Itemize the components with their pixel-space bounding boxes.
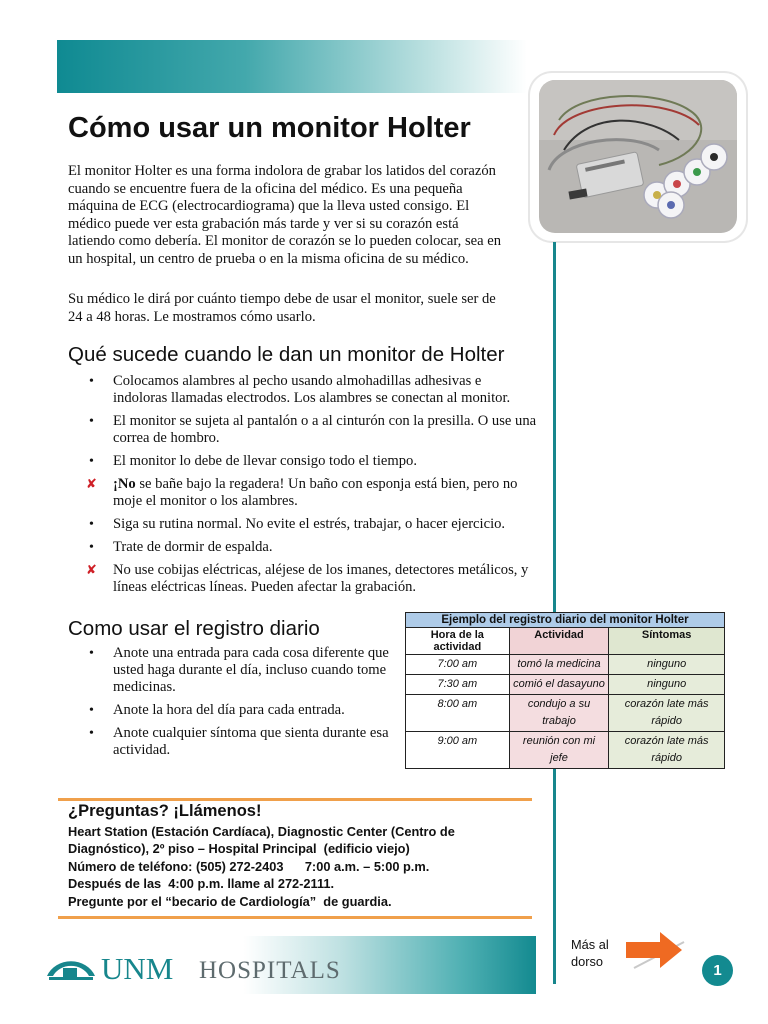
bullet-icon: • <box>89 726 94 741</box>
section-heading-holter: Qué sucede cuando le dan un monitor de Holter <box>68 343 505 366</box>
bullet-icon: • <box>89 374 94 389</box>
bullet-icon: • <box>89 703 94 718</box>
contact-line: Diagnóstico), 2º piso – Hospital Principal (edificio viejo) <box>68 841 410 857</box>
list-item: ✘ ¡No se bañe bajo la regadera! Un baño con esponja está bien, pero no moje el monitor o los alambres. <box>86 476 518 509</box>
contact-line: Número de teléfono: (505) 272-2403 7:00 a.m. – 5:00 p.m. <box>68 858 430 874</box>
table-row <box>406 655 725 675</box>
intro-paragraph-1: El monitor Holter es una forma indolora de grabar los latidos del corazón cuando se encuentre fuera de la oficina del médico. Es una pequeña máquina de ECG (electrocardiograma) que la lleva usted consigo. El médico puede ver esta grabación más tarde y ver si su corazón está latiendo como debería. El monitor de corazón se lo pueden colocar, sea en un hospital, un centro de prueba o en la misma oficina de su médico. <box>68 163 502 267</box>
list-item: • Trate de dormir de espalda. <box>89 539 273 555</box>
list-item: • Siga su rutina normal. No evite el estrés, trabajar, o hacer ejercicio. <box>89 516 506 532</box>
table-cell: comió el dasayuno <box>509 675 609 695</box>
svg-text:UNM: UNM <box>101 951 174 986</box>
contact-line: Heart Station (Estación Cardíaca), Diagnostic Center (Centro de <box>68 824 455 839</box>
list-item: • Anote una entrada para cada cosa diferente que usted haga durante el día, incluso cuando tome medicinas. <box>89 645 389 695</box>
page-number-badge: 1 <box>702 955 733 986</box>
table-cell: ninguno <box>609 675 725 695</box>
contact-line: Pregunte por el “becario de Cardiología” de guardia. <box>68 893 392 909</box>
table-cell: 7:30 am <box>406 675 510 695</box>
list-item: • Anote cualquier síntoma que sienta durante esa actividad. <box>89 725 389 758</box>
page-title: Cómo usar un monitor Holter <box>68 112 471 144</box>
list-item: • El monitor lo debe de llevar consigo todo el tiempo. <box>89 453 417 469</box>
table-row <box>406 695 725 732</box>
table-row <box>406 732 725 769</box>
table-caption: Ejemplo del registro diario del monitor Holter <box>406 613 725 628</box>
bullet-icon: • <box>89 454 94 469</box>
table-cell: condujo a su trabajo <box>509 695 609 732</box>
table-header: Actividad <box>509 628 609 655</box>
holter-instructions-list <box>68 373 538 602</box>
contact-top-rule <box>58 798 532 801</box>
section-heading-log: Como usar el registro diario <box>68 617 320 640</box>
table-cell: 7:00 am <box>406 655 510 675</box>
continued-on-back: Más al dorso <box>571 937 609 969</box>
diary-log-table <box>405 612 725 769</box>
header-band <box>57 40 527 93</box>
orange-arrow-icon <box>620 928 692 980</box>
red-x-icon: ✘ <box>86 477 97 492</box>
table-cell: reunión con mi jefe <box>509 732 609 769</box>
bullet-icon: • <box>89 646 94 661</box>
holter-monitor-photo <box>539 80 737 233</box>
red-x-icon: ✘ <box>86 563 97 578</box>
bullet-icon: • <box>89 540 94 555</box>
table-header: Síntomas <box>609 628 725 655</box>
contact-heading: ¿Preguntas? ¡Llámenos! <box>68 802 262 820</box>
intro-paragraph-2: Su médico le dirá por cuánto tiempo debe de usar el monitor, suele ser de 24 a 48 horas. Le mostramos cómo usarlo. <box>68 291 496 325</box>
table-cell: corazón late más rápido <box>609 695 725 732</box>
table-cell: ninguno <box>609 655 725 675</box>
unm-hospitals-logo <box>45 946 365 990</box>
contact-details <box>68 823 538 910</box>
contact-line: Después de las 4:00 p.m. llame al 272-2111. <box>68 876 335 892</box>
list-item: • Anote la hora del día para cada entrada. <box>89 702 345 718</box>
table-header: Hora de la actividad <box>406 628 510 655</box>
contact-bottom-rule <box>58 916 532 919</box>
log-instructions-list <box>68 645 398 765</box>
table-cell: 8:00 am <box>406 695 510 732</box>
list-item: • Colocamos alambres al pecho usando almohadillas adhesivas e indoloras llamadas electrodos. Los alambres se conectan al monitor. <box>89 373 511 406</box>
svg-text:HOSPITALS: HOSPITALS <box>199 957 341 984</box>
table-row <box>406 675 725 695</box>
bullet-icon: • <box>89 517 94 532</box>
table-cell: tomó la medicina <box>509 655 609 675</box>
bullet-icon: • <box>89 414 94 429</box>
list-item: • El monitor se sujeta al pantalón o a al cinturón con la presilla. O use una correa de hombro. <box>89 413 537 446</box>
list-item: ✘ No use cobijas eléctricas, aléjese de los imanes, detectores metálicos, y líneas eléctricas líneas. Pueden afectar la grabación. <box>86 562 529 595</box>
table-cell: corazón late más rápido <box>609 732 725 769</box>
table-cell: 9:00 am <box>406 732 510 769</box>
